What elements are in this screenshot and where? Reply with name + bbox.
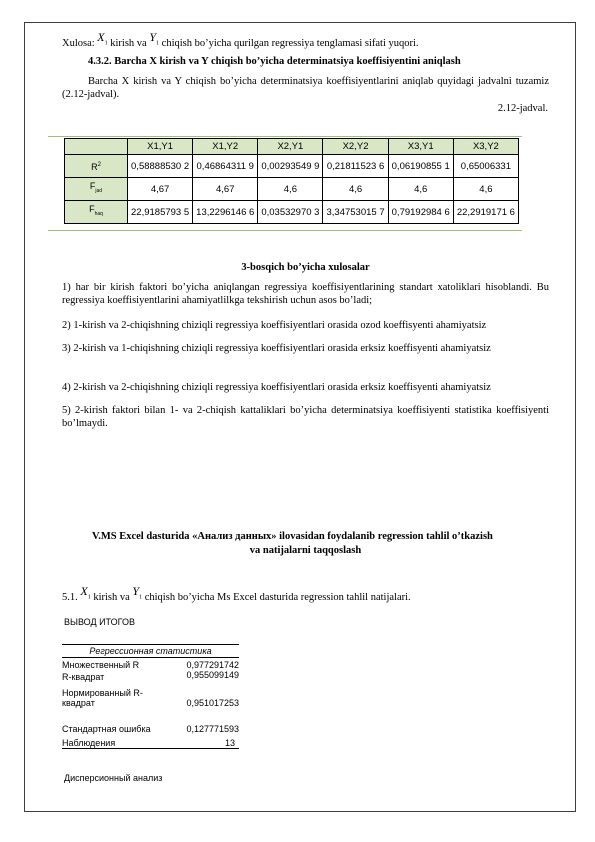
chapter-title-line1: V.MS Excel dasturida «Анализ данных» ilovasidan foydalanib regression tahlil o’tkazish (92, 531, 493, 542)
conclusions-title: 3-bosqich bo’yicha xulosalar (241, 262, 370, 273)
header-cell: X3,Y1 (388, 139, 453, 155)
table-row (62, 708, 239, 734)
table-bottom-rule (48, 230, 522, 231)
table-row (62, 670, 239, 682)
regression-stats-table (62, 658, 239, 748)
table-cell: 13,2296146 6 (193, 201, 258, 224)
table-cell: 0,21811523 6 (323, 155, 388, 178)
stat-label: Множественный R (62, 660, 140, 670)
table-cell: 4,6 (453, 178, 518, 201)
xulosa-prefix: Xulosa: (62, 38, 98, 49)
stat-label: R-квадрат (62, 672, 105, 682)
table-row (62, 734, 239, 748)
stat-value: 0,955099149 (186, 670, 239, 680)
header-cell: X2,Y1 (258, 139, 323, 155)
sub51-prefix: 5.1. (62, 592, 81, 603)
conclusion-item: 1) har bir kirish faktori bo’yicha aniqlangan regressiya koeffisiyentlarining standart xatoliklari hisoblandi. Bu regressiya koeffisiyentlarini ahamiyatlilkga tekshirish uchun asos bo’ladi; (62, 282, 549, 306)
table-cell: 22,9185793 5 (128, 201, 193, 224)
table-cell: 4,6 (323, 178, 388, 201)
conclusion-item: 2) 1-kirish va 2-chiqishning chiziqli regressiya koeffisiyentlari orasida ozod koeffisyenti ahamiyatsiz (62, 320, 487, 331)
table-cell: 4,6 (258, 178, 323, 201)
sub51-rest: chiqish bo’yicha Ms Excel dasturida regression tahlil natijalari. (144, 592, 411, 603)
row-label-fhaq: $F_{haq}$ (65, 201, 128, 224)
table-cell: 0,46864311 9 (193, 155, 258, 178)
stat-value: 0,127771593 (186, 724, 239, 734)
stat-value: 0,977291742 (186, 660, 239, 670)
header-cell: X3,Y2 (453, 139, 518, 155)
chapter-title-line2: va natijalarni taqqoslash (249, 545, 362, 556)
paragraph-intro: Barcha X kirish va Y chiqish bo’yicha determinatsiya koeffisiyentlarini aniqlab quyidagi jadvalni tuzamiz (2.12-jadval). (62, 76, 549, 100)
table-caption: 2.12-jadval. (497, 103, 548, 114)
stat-label: Стандартная ошибка (62, 724, 151, 734)
header-cell: X1,Y2 (193, 139, 258, 155)
determination-table-wrap (56, 138, 522, 224)
table-top-rule (48, 136, 522, 137)
var-x1: $X_1$ (97, 30, 108, 47)
table-cell: 0,06190855 1 (388, 155, 453, 178)
table-cell: 4,67 (128, 178, 193, 201)
table-cell: 4,6 (388, 178, 453, 201)
sub51-mid: kirish va (93, 592, 133, 603)
conclusion-item: 3) 2-kirish va 1-chiqishning chiziqli regressiya koeffisiyentlari orasida erksiz koeffisyenti ahamiyatsiz (62, 343, 491, 354)
table-cell: 0,00293549 9 (258, 155, 323, 178)
table-row (62, 682, 239, 708)
table-cell: 3,34753015 7 (323, 201, 388, 224)
table-row (65, 155, 519, 178)
var-y1: $Y_1$ (149, 30, 160, 47)
table-cell: 0,65006331 (453, 155, 518, 178)
table-cell: 0,58888530 2 (128, 155, 193, 178)
var-x1: $X_1$ (80, 584, 91, 601)
row-label-fjad: $F_{jad}$ (65, 178, 128, 201)
table-cell: 0,03532970 3 (258, 201, 323, 224)
table-row (65, 201, 519, 224)
anova-title: Дисперсионный анализ (64, 773, 163, 783)
xulosa-rest: chiqish bo’yicha qurilgan regressiya tenglamasi sifati yuqori. (161, 38, 419, 49)
conclusion-item: 5) 2-kirish faktori bilan 1- va 2-chiqish kattaliklari bo’yicha determinatsiya koeffisiyenti statistika koeffisiyenti bo’lmaydi. (62, 405, 549, 429)
regression-stats-block (62, 644, 239, 749)
conclusion-item: 4) 2-kirish va 2-chiqishning chiziqli regressiya koeffisiyentlari orasida erksiz koeffisyenti ahamiyatsiz (62, 382, 491, 393)
row-label-r2: $R^2$ (65, 155, 128, 178)
stat-value: 13 (224, 738, 235, 748)
table-row (65, 178, 519, 201)
table-header-row (65, 139, 519, 155)
xulosa-mid: kirish va (110, 38, 150, 49)
stat-label: Наблюдения (62, 738, 116, 748)
table-cell: 0,79192984 6 (388, 201, 453, 224)
table-cell: 4,67 (193, 178, 258, 201)
header-cell (65, 139, 128, 155)
stat-value: 0,951017253 (186, 698, 239, 708)
subsection-5-1 (62, 584, 411, 609)
xulosa-line (62, 30, 419, 55)
header-cell: X2,Y2 (323, 139, 388, 155)
reg-stats-header: Регрессионная статистика (89, 646, 212, 656)
table-row (62, 658, 239, 670)
table-cell: 22,2919171 6 (453, 201, 518, 224)
header-cell: X1,Y1 (128, 139, 193, 155)
section-heading-4-3-2: 4.3.2. Barcha X kirish va Y chiqish bo’yicha determinatsiya koeffisiyentini aniqlash (88, 56, 461, 67)
stat-label: Нормированный R-квадрат (62, 688, 143, 708)
var-y1: $Y_1$ (132, 584, 143, 601)
excel-output-title: ВЫВОД ИТОГОВ (64, 617, 136, 627)
determination-table (64, 138, 519, 224)
